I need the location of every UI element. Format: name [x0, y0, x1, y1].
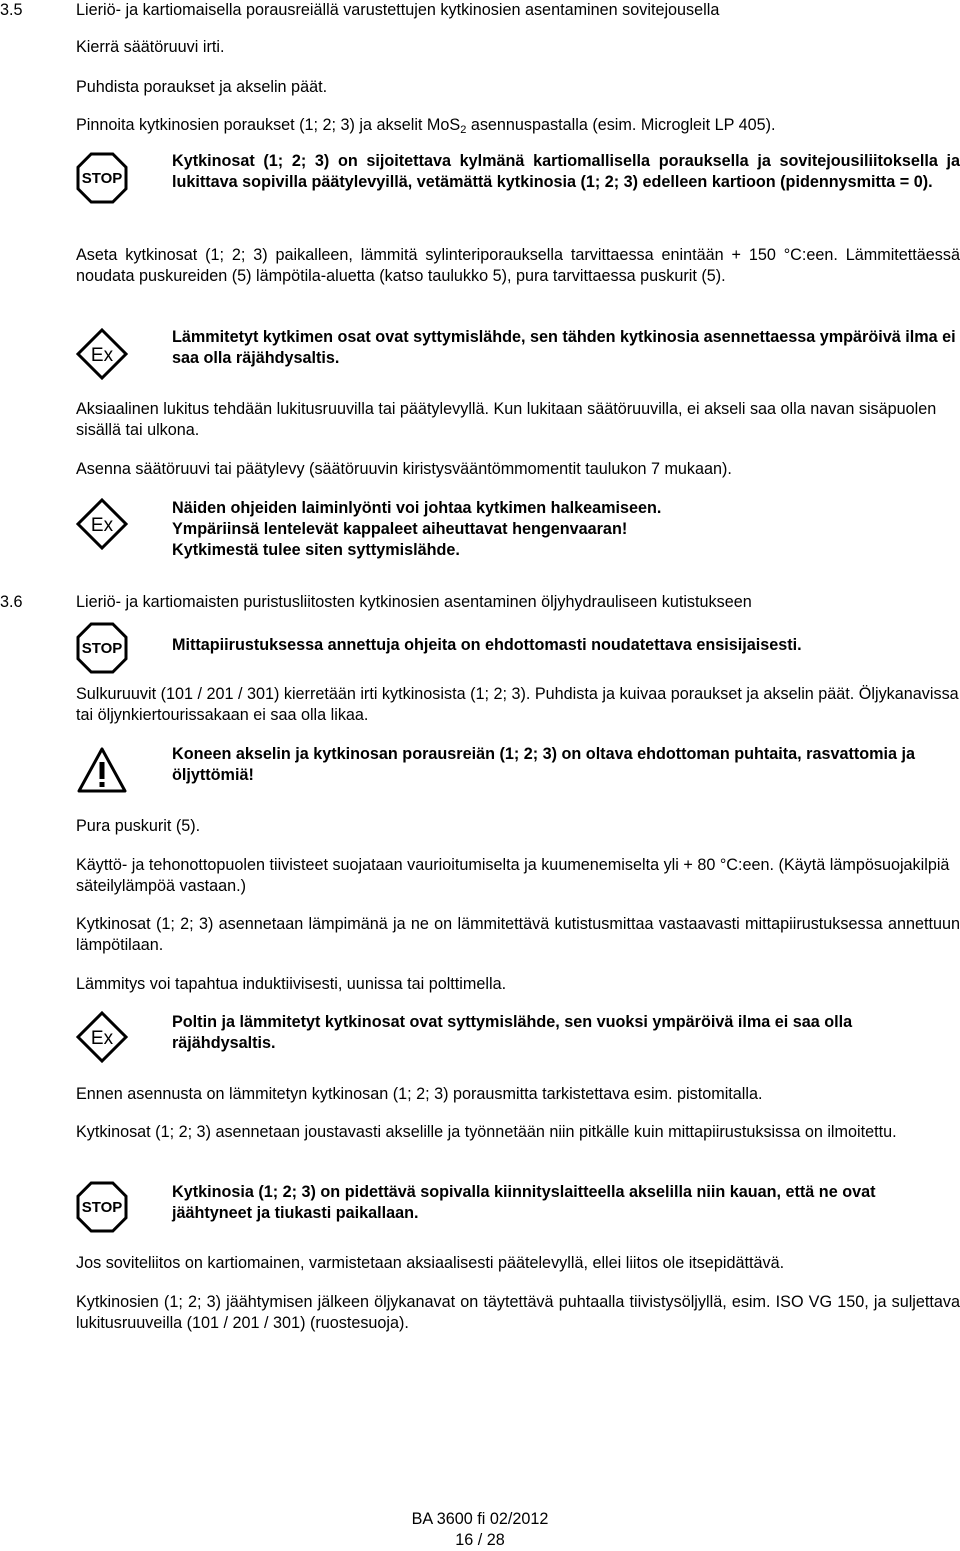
stop-notice: Kytkinosia (1; 2; 3) on pidettävä sopivalla kiinnityslaitteella akselilla niin kauan, että ne ovat jäähtyneet ja tiukasti paikallaan.	[172, 1183, 876, 1222]
ex-label: Ex	[90, 1028, 114, 1049]
stop-icon	[76, 1181, 128, 1233]
section-title: Lieriö- ja kartiomaisella porausreiällä varustettujen kytkinosien asentaminen sovitejousella	[76, 1, 720, 19]
subscript: 2	[460, 124, 467, 136]
paragraph: Asenna säätöruuvi tai päätylevy (säätöruuvin kiristysvääntömmomentit taulukon 7 mukaan).	[76, 460, 732, 478]
stop-icon	[76, 622, 128, 674]
stop-label: STOP	[81, 640, 123, 657]
explosion-notice: Poltin ja lämmitetyt kytkinosat ovat syttymislähde, sen vuoksi ympäröivä ilma ei saa olla räjähdysaltis.	[172, 1013, 853, 1052]
paragraph: Jos soviteliitos on kartiomainen, varmistetaan aksiaalisesti päätelevyllä, ellei liitos ole itsepidättävä.	[76, 1254, 785, 1272]
paragraph: Käyttö- ja tehonottopuolen tiivisteet suojataan vaurioitumiselta ja kuumenemiselta yli + 80 °C:een. (Käytä lämpösuojakilpiä säteilylämpöä vastaan.)	[76, 856, 950, 895]
paragraph: Kytkinosien (1; 2; 3) jäähtymisen jälkeen öljykanavat on täytettävä puhtaalla tiivistysöljyllä, esim. ISO VG 150, ja suljettava lukitusruuveilla (101 / 201 / 301) (ruostesuoja).	[76, 1293, 960, 1332]
notice-line: Kytkimestä tulee siten syttymislähde.	[172, 541, 460, 559]
paragraph: Sulkuruuvit (101 / 201 / 301) kierretään irti kytkinosista (1; 2; 3). Puhdista ja kuivaa poraukset ja akselin päät. Öljykanavissa tai öljynkiertourissakaan ei saa olla likaa.	[76, 685, 959, 724]
section-number: 3.5	[0, 1, 23, 19]
section-title: Lieriö- ja kartiomaisten puristusliitosten kytkinosien asentaminen öljyhydrauliseen kutistukseen	[76, 593, 752, 611]
warning-icon	[76, 745, 128, 797]
explosion-notice	[172, 498, 960, 561]
paragraph	[76, 115, 960, 136]
paragraph: Lämmitys voi tapahtua induktiivisesti, uunissa tai polttimella.	[76, 975, 507, 993]
ex-icon	[76, 328, 128, 380]
ex-label: Ex	[90, 515, 114, 536]
stop-icon	[76, 152, 128, 204]
stop-label: STOP	[81, 170, 123, 187]
stop-notice: Mittapiirustuksessa annettuja ohjeita on ehdottomasti noudatettava ensisijaisesti.	[172, 636, 802, 654]
paragraph-part: Pinnoita kytkinosien poraukset (1; 2; 3) ja akselit MoS	[76, 116, 461, 134]
warning-notice: Koneen akselin ja kytkinosan porausreiän (1; 2; 3) on oltava ehdottoman puhtaita, rasvattomia ja öljyttömiä!	[172, 745, 916, 784]
paragraph: Pura puskurit (5).	[76, 817, 201, 835]
paragraph: Kytkinosat (1; 2; 3) asennetaan joustavasti akselille ja työnnetään niin pitkälle kuin mittapiirustuksissa on ilmoitettu.	[76, 1123, 897, 1141]
paragraph: Kierrä säätöruuvi irti.	[76, 38, 225, 56]
footer-page-number: 16 / 28	[455, 1531, 505, 1549]
ex-icon	[76, 1011, 128, 1063]
paragraph: Aksiaalinen lukitus tehdään lukitusruuvilla tai päätylevyllä. Kun lukitaan säätöruuvilla, ei akseli saa olla navan sisäpuolen sisällä tai ulkona.	[76, 400, 937, 439]
ex-label: Ex	[90, 345, 114, 366]
paragraph: Aseta kytkinosat (1; 2; 3) paikalleen, lämmitä sylinteriporauksella tarvittaessa enintään + 150 °C:een. Lämmitettäessä noudata puskureiden (5) lämpötila-aluetta (katso taulukko 5), pura tarvittaessa puskurit (5).	[76, 246, 960, 285]
paragraph: Ennen asennusta on lämmitetyn kytkinosan (1; 2; 3) porausmitta tarkistettava esim. pistomitalla.	[76, 1085, 763, 1103]
stop-notice: Kytkinosat (1; 2; 3) on sijoitettava kylmänä kartiomallisella porauksella ja sovitejousiliitoksella ja lukittava sopivilla päätylevyillä, vetämättä kytkinosia (1; 2; 3) edelleen kartioon (pidennysmitta = 0).	[172, 152, 960, 191]
paragraph: Puhdista poraukset ja akselin päät.	[76, 78, 328, 96]
paragraph: Kytkinosat (1; 2; 3) asennetaan lämpimänä ja ne on lämmitettävä kutistusmittaa vastaavasti mittapiirustuksessa annettuun lämpötilaan.	[76, 915, 960, 954]
notice-line: Ympäriinsä lentelevät kappaleet aiheuttavat hengenvaaran!	[172, 520, 628, 538]
paragraph-part: asennuspastalla (esim. Microgleit LP 405).	[466, 116, 776, 134]
section-number: 3.6	[0, 593, 23, 611]
notice-line: Näiden ohjeiden laiminlyönti voi johtaa kytkimen halkeamiseen.	[172, 499, 662, 517]
stop-label: STOP	[81, 1199, 123, 1216]
footer-doc-id: BA 3600 fi 02/2012	[411, 1510, 549, 1528]
ex-icon	[76, 498, 128, 550]
explosion-notice: Lämmitetyt kytkimen osat ovat syttymislähde, sen tähden kytkinosia asennettaessa ympäröivä ilma ei saa olla räjähdysaltis.	[172, 328, 956, 367]
